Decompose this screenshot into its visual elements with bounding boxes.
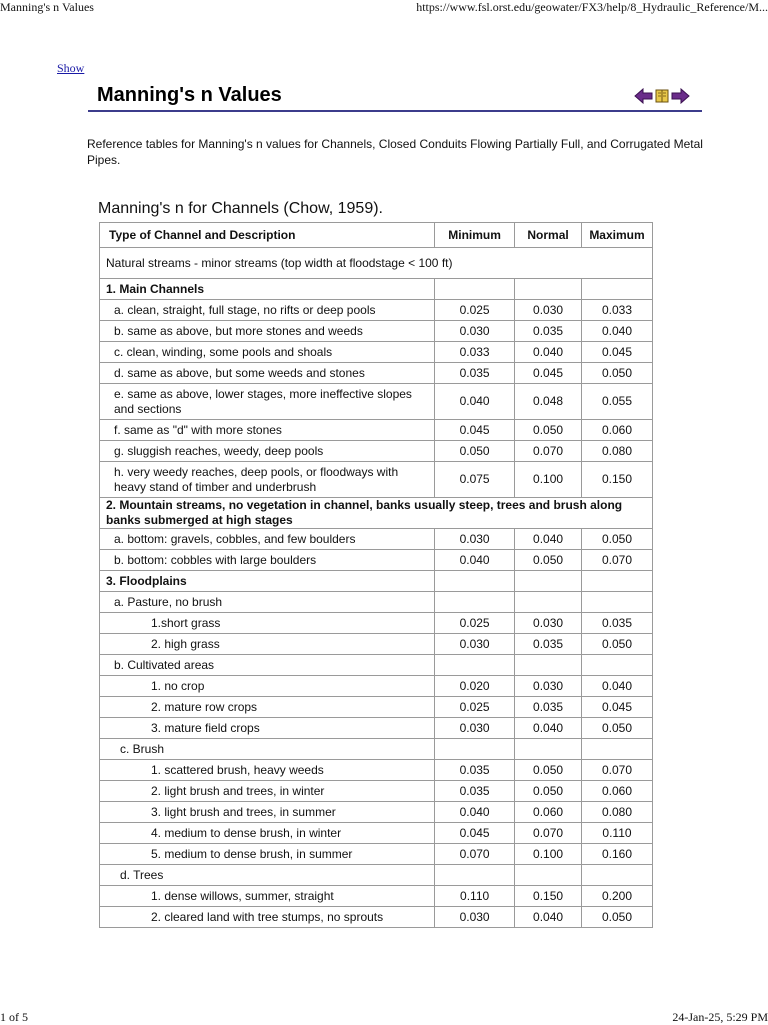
- row-normal: 0.100: [515, 844, 582, 865]
- row-max: 0.045: [582, 342, 653, 363]
- row-max: 0.040: [582, 321, 653, 342]
- row-normal: 0.100: [515, 462, 582, 498]
- table-row: [100, 384, 653, 420]
- row-normal: 0.045: [515, 363, 582, 384]
- row-desc: c. clean, winding, some pools and shoals: [100, 342, 435, 363]
- row-max: 0.080: [582, 441, 653, 462]
- row-min: 0.075: [435, 462, 515, 498]
- arrow-left-icon[interactable]: [634, 88, 653, 109]
- table-row: [100, 844, 653, 865]
- section-mountain-streams: 2. Mountain streams, no vegetation in channel, banks usually steep, trees and brush along banks submerged at high stages: [100, 498, 653, 529]
- row-min: 0.035: [435, 760, 515, 781]
- table-row: [100, 634, 653, 655]
- row-desc: 2. light brush and trees, in winter: [100, 781, 435, 802]
- table-row: [100, 321, 653, 342]
- table-header-row: [100, 223, 653, 248]
- row-min: 0.030: [435, 718, 515, 739]
- page-counter: 1 of 5: [0, 1010, 28, 1024]
- row-max: 0.050: [582, 634, 653, 655]
- subsection-row: [100, 739, 653, 760]
- row-desc: a. clean, straight, full stage, no rifts or deep pools: [100, 300, 435, 321]
- arrow-right-icon[interactable]: [671, 88, 690, 109]
- table-row: [100, 462, 653, 498]
- row-min: 0.040: [435, 384, 515, 420]
- table-note-row: [100, 248, 653, 279]
- row-min: 0.025: [435, 697, 515, 718]
- row-desc: 5. medium to dense brush, in summer: [100, 844, 435, 865]
- row-min: 0.070: [435, 844, 515, 865]
- row-min: 0.025: [435, 300, 515, 321]
- row-desc: h. very weedy reaches, deep pools, or floodways with heavy stand of timber and underbrush: [100, 462, 435, 498]
- row-min: 0.030: [435, 634, 515, 655]
- table-row: [100, 697, 653, 718]
- table-row: [100, 781, 653, 802]
- row-max: 0.050: [582, 718, 653, 739]
- show-link[interactable]: Show: [57, 61, 85, 75]
- row-max: 0.035: [582, 613, 653, 634]
- table-row: [100, 613, 653, 634]
- row-max: 0.060: [582, 420, 653, 441]
- row-normal: 0.050: [515, 781, 582, 802]
- note-cell: Natural streams - minor streams (top width at floodstage < 100 ft): [100, 248, 653, 279]
- subsection-row: [100, 865, 653, 886]
- row-normal: 0.070: [515, 823, 582, 844]
- row-min: 0.040: [435, 550, 515, 571]
- print-footer: [0, 1010, 768, 1024]
- row-desc: 2. cleared land with tree stumps, no sprouts: [100, 907, 435, 928]
- row-desc: 3. light brush and trees, in summer: [100, 802, 435, 823]
- row-normal: 0.030: [515, 613, 582, 634]
- row-desc: a. bottom: gravels, cobbles, and few boulders: [100, 529, 435, 550]
- row-min: 0.030: [435, 529, 515, 550]
- row-max: 0.050: [582, 363, 653, 384]
- row-normal: 0.035: [515, 697, 582, 718]
- row-min: 0.035: [435, 781, 515, 802]
- row-max: 0.080: [582, 802, 653, 823]
- header-maximum: Maximum: [582, 223, 653, 248]
- row-normal: 0.030: [515, 300, 582, 321]
- row-normal: 0.035: [515, 321, 582, 342]
- print-header: [0, 0, 768, 16]
- section-row: [100, 571, 653, 592]
- row-normal: 0.050: [515, 760, 582, 781]
- row-desc: 2. mature row crops: [100, 697, 435, 718]
- table-row: [100, 420, 653, 441]
- subsection-row: [100, 592, 653, 613]
- row-max: 0.050: [582, 529, 653, 550]
- row-min: 0.035: [435, 363, 515, 384]
- row-min: 0.033: [435, 342, 515, 363]
- table-row: [100, 363, 653, 384]
- row-normal: 0.040: [515, 529, 582, 550]
- row-max: 0.110: [582, 823, 653, 844]
- row-min: 0.030: [435, 907, 515, 928]
- row-min: 0.030: [435, 321, 515, 342]
- subsection-row: [100, 655, 653, 676]
- row-normal: 0.050: [515, 550, 582, 571]
- print-datetime: 24-Jan-25, 5:29 PM: [672, 1010, 768, 1024]
- row-max: 0.200: [582, 886, 653, 907]
- row-desc: b. same as above, but more stones and weeds: [100, 321, 435, 342]
- row-min: 0.020: [435, 676, 515, 697]
- mannings-n-table: [99, 222, 653, 928]
- row-max: 0.160: [582, 844, 653, 865]
- row-desc: 1. scattered brush, heavy weeds: [100, 760, 435, 781]
- row-desc: 4. medium to dense brush, in winter: [100, 823, 435, 844]
- print-header-title: Manning's n Values: [0, 0, 94, 14]
- table-caption: Manning's n for Channels (Chow, 1959).: [98, 200, 383, 217]
- subsection-pasture: a. Pasture, no brush: [100, 592, 435, 613]
- row-desc: f. same as "d" with more stones: [100, 420, 435, 441]
- row-min: 0.040: [435, 802, 515, 823]
- row-normal: 0.050: [515, 420, 582, 441]
- row-normal: 0.070: [515, 441, 582, 462]
- row-max: 0.045: [582, 697, 653, 718]
- row-min: 0.025: [435, 613, 515, 634]
- print-header-url: https://www.fsl.orst.edu/geowater/FX3/help/8_Hydraulic_Reference/M...: [416, 0, 768, 14]
- table-row: [100, 676, 653, 697]
- nav-icons: [634, 88, 690, 109]
- row-normal: 0.060: [515, 802, 582, 823]
- row-max: 0.060: [582, 781, 653, 802]
- row-max: 0.070: [582, 760, 653, 781]
- table-row: [100, 886, 653, 907]
- row-desc: 1. no crop: [100, 676, 435, 697]
- subsection-trees: d. Trees: [100, 865, 435, 886]
- row-min: 0.045: [435, 420, 515, 441]
- row-desc: d. same as above, but some weeds and stones: [100, 363, 435, 384]
- row-desc: g. sluggish reaches, weedy, deep pools: [100, 441, 435, 462]
- row-max: 0.150: [582, 462, 653, 498]
- page-title: Manning's n Values: [97, 84, 282, 106]
- table-row: [100, 529, 653, 550]
- section-floodplains: 3. Floodplains: [100, 571, 435, 592]
- row-max: 0.070: [582, 550, 653, 571]
- row-normal: 0.030: [515, 676, 582, 697]
- row-desc: 3. mature field crops: [100, 718, 435, 739]
- row-max: 0.033: [582, 300, 653, 321]
- row-min: 0.050: [435, 441, 515, 462]
- row-normal: 0.035: [515, 634, 582, 655]
- row-desc: e. same as above, lower stages, more ineffective slopes and sections: [100, 384, 435, 420]
- row-normal: 0.048: [515, 384, 582, 420]
- header-minimum: Minimum: [435, 223, 515, 248]
- section-row: [100, 498, 653, 529]
- header-type: Type of Channel and Description: [100, 223, 435, 248]
- row-normal: 0.150: [515, 886, 582, 907]
- table-row: [100, 802, 653, 823]
- row-normal: 0.040: [515, 718, 582, 739]
- table-row: [100, 760, 653, 781]
- table-row: [100, 441, 653, 462]
- row-min: 0.045: [435, 823, 515, 844]
- subsection-cultivated: b. Cultivated areas: [100, 655, 435, 676]
- row-max: 0.040: [582, 676, 653, 697]
- table-row: [100, 550, 653, 571]
- table-row: [100, 718, 653, 739]
- section-row: [100, 279, 653, 300]
- row-min: 0.110: [435, 886, 515, 907]
- table-row: [100, 907, 653, 928]
- row-desc: 1. dense willows, summer, straight: [100, 886, 435, 907]
- row-max: 0.050: [582, 907, 653, 928]
- section-main-channels: 1. Main Channels: [100, 279, 435, 300]
- table-row: [100, 823, 653, 844]
- intro-text: Reference tables for Manning's n values for Channels, Closed Conduits Flowing Partially Full, and Corrugated Metal Pipes.: [87, 137, 703, 167]
- row-desc: b. bottom: cobbles with large boulders: [100, 550, 435, 571]
- table-row: [100, 300, 653, 321]
- header-normal: Normal: [515, 223, 582, 248]
- book-icon[interactable]: [654, 88, 670, 109]
- row-desc: 1.short grass: [100, 613, 435, 634]
- subsection-brush: c. Brush: [100, 739, 435, 760]
- table-row: [100, 342, 653, 363]
- row-normal: 0.040: [515, 342, 582, 363]
- row-desc: 2. high grass: [100, 634, 435, 655]
- row-normal: 0.040: [515, 907, 582, 928]
- title-bar: [88, 82, 702, 112]
- row-max: 0.055: [582, 384, 653, 420]
